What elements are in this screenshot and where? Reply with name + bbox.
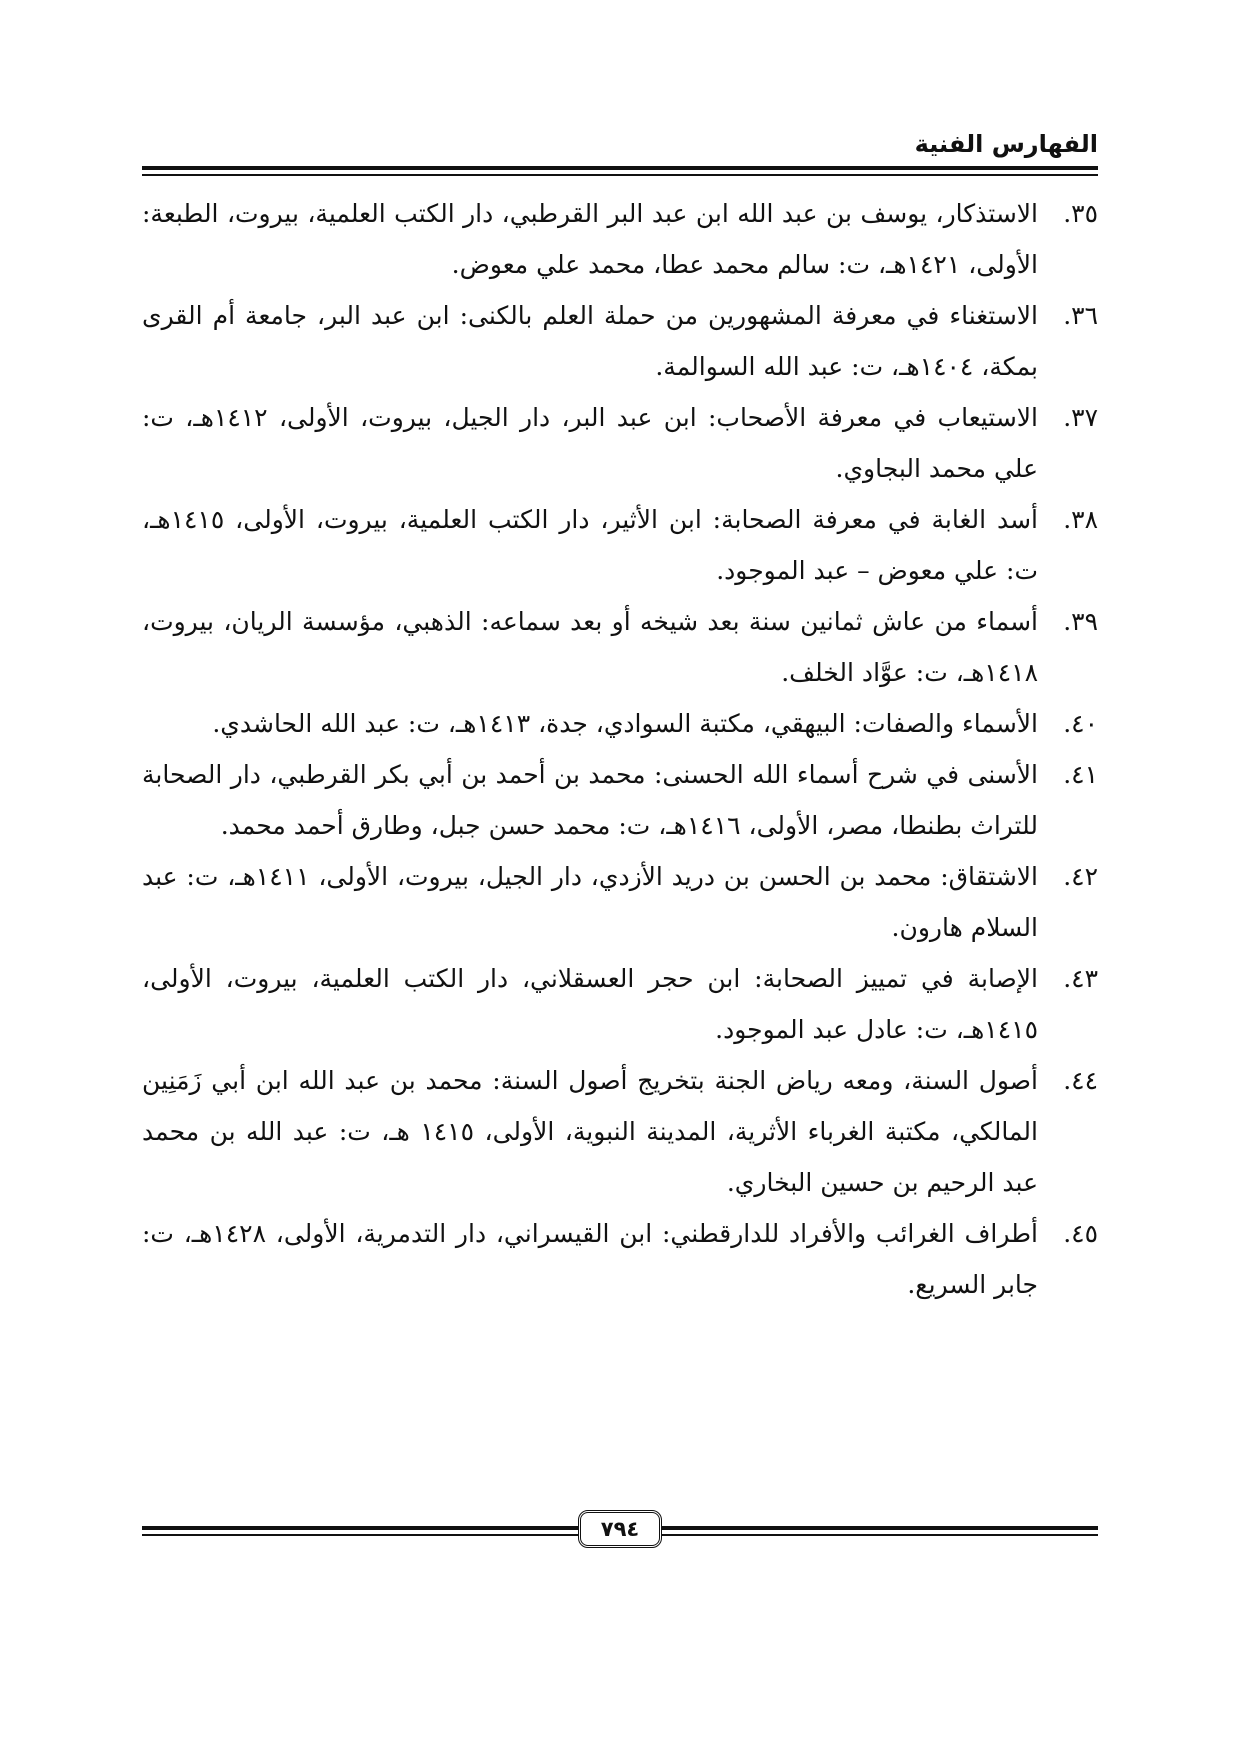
entry-number: ٤٥. [1063,1219,1098,1248]
entry-text: أصول السنة، ومعه رياض الجنة بتخريج أصول السنة: محمد بن عبد الله ابن أبي زَمَنِين المالكي، مكتبة الغرباء الأثرية، المدينة النبوية، الأولى، ١٤١٥ هـ، ت: عبد الله بن محمد عبد الرحيم بن حسين البخاري. [142,1066,1038,1197]
entry-text: الاستغناء في معرفة المشهورين من حملة العلم بالكنى: ابن عبد البر، جامعة أم القرى بمكة، ١٤٠٤هـ، ت: عبد الله السوالمة. [142,301,1038,381]
entry-number: ٣٥. [1063,199,1098,228]
list-item [142,188,1098,290]
list-item [142,749,1098,851]
entry-text: الأسنى في شرح أسماء الله الحسنى: محمد بن أحمد بن أبي بكر القرطبي، دار الصحابة للتراث بطنطا، مصر، الأولى، ١٤١٦هـ، ت: محمد حسن جبل، وطارق أحمد محمد. [142,760,1038,840]
entry-number: ٤٤. [1063,1066,1098,1095]
running-title: الفهارس الفنية [914,130,1098,158]
list-item [142,851,1098,953]
entry-number: ٣٦. [1063,301,1098,330]
list-item [142,698,1098,749]
list-item [142,1055,1098,1208]
page-number: ٧٩٤ [578,1510,662,1548]
entry-text: أسماء من عاش ثمانين سنة بعد شيخه أو بعد سماعه: الذهبي، مؤسسة الريان، بيروت، ١٤١٨هـ، ت: عوَّاد الخلف. [142,607,1038,687]
entry-number: ٤٠. [1063,709,1098,738]
list-item [142,953,1098,1055]
entry-text: الاستذكار، يوسف بن عبد الله ابن عبد البر القرطبي، دار الكتب العلمية، بيروت، الطبعة: الأولى، ١٤٢١هـ، ت: سالم محمد عطا، محمد علي معوض. [142,199,1038,279]
page-header [142,120,1098,180]
entry-number: ٣٩. [1063,607,1098,636]
entry-text: الاشتقاق: محمد بن الحسن بن دريد الأزدي، دار الجيل، بيروت، الأولى، ١٤١١هـ، ت: عبد السلام هارون. [142,862,1039,942]
entry-number: ٣٧. [1063,403,1098,432]
entry-text: الإصابة في تمييز الصحابة: ابن حجر العسقلاني، دار الكتب العلمية، بيروت، الأولى، ١٤١٥هـ، ت: عادل عبد الموجود. [142,964,1038,1044]
entry-number: ٤٢. [1063,862,1098,891]
bibliography-list [142,188,1098,1310]
header-rule-thick [142,166,1098,170]
header-rule-thin [142,174,1098,176]
list-item [142,494,1098,596]
entry-text: أسد الغابة في معرفة الصحابة: ابن الأثير، دار الكتب العلمية، بيروت، الأولى، ١٤١٥هـ، ت: علي معوض – عبد الموجود. [142,505,1038,585]
entry-number: ٤٣. [1063,964,1098,993]
entry-text: الأسماء والصفات: البيهقي، مكتبة السوادي، جدة، ١٤١٣هـ، ت: عبد الله الحاشدي. [212,709,1038,738]
entry-text: الاستيعاب في معرفة الأصحاب: ابن عبد البر، دار الجيل، بيروت، الأولى، ١٤١٢هـ، ت: علي محمد البجاوي. [142,403,1039,483]
list-item [142,1208,1098,1310]
entry-number: ٤١. [1063,760,1098,789]
list-item [142,290,1098,392]
entry-text: أطراف الغرائب والأفراد للدارقطني: ابن القيسراني، دار التدمرية، الأولى، ١٤٢٨هـ، ت: جابر السريع. [142,1219,1038,1299]
list-item [142,392,1098,494]
page-footer [142,1506,1098,1556]
list-item [142,596,1098,698]
entry-number: ٣٨. [1063,505,1098,534]
